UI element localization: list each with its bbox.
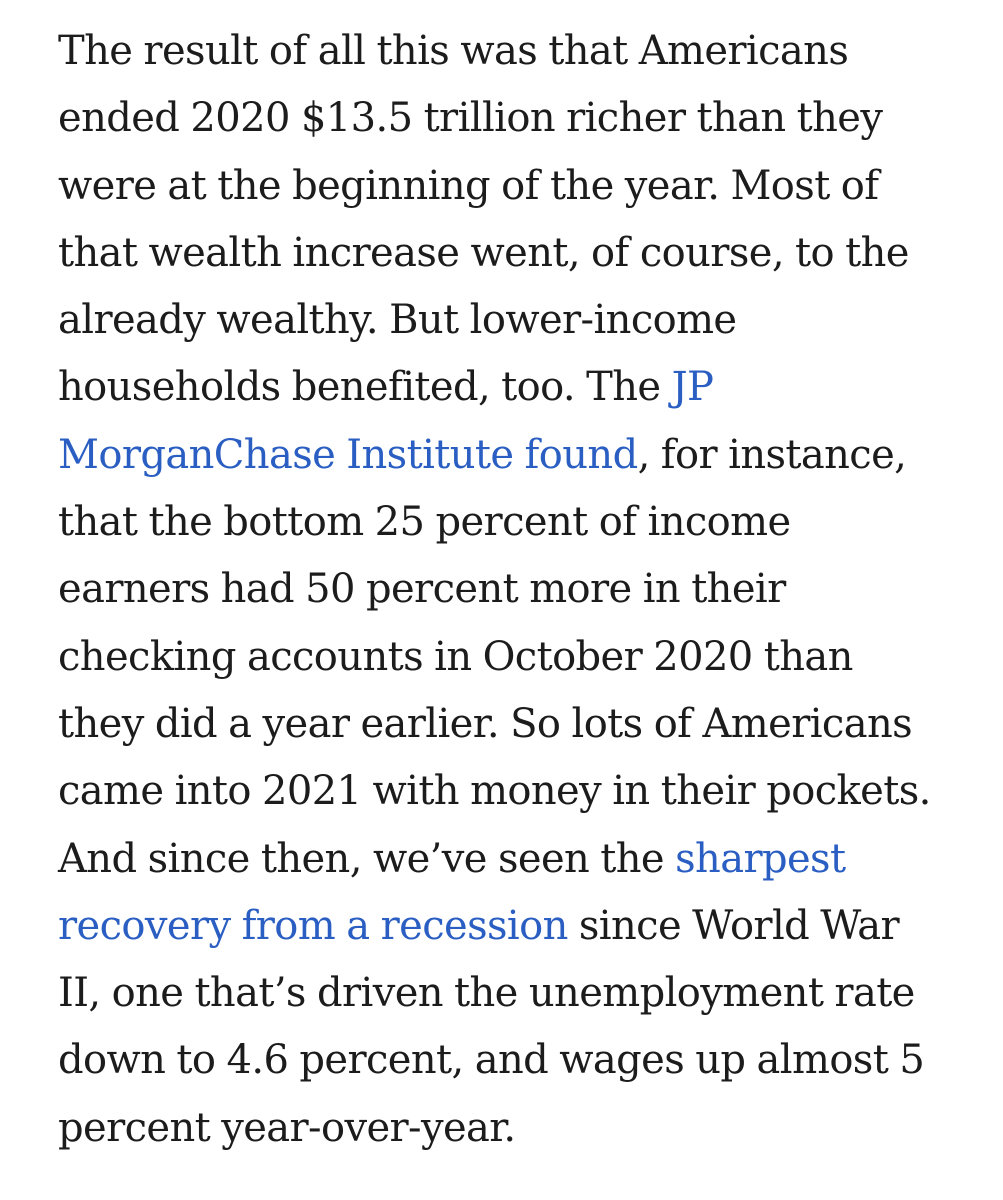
text-line — [58, 18, 998, 85]
text-line — [58, 287, 998, 354]
text-segment: checking accounts in October 2020 than — [58, 633, 853, 680]
text-line — [58, 1027, 998, 1094]
text-line — [58, 893, 998, 960]
text-segment: that wealth increase went, of course, to the — [58, 229, 909, 276]
text-line — [58, 85, 998, 152]
inline-link[interactable]: sharpest — [675, 835, 846, 882]
text-line — [58, 556, 998, 623]
text-line — [58, 758, 998, 825]
text-segment: that the bottom 25 percent of income — [58, 499, 791, 546]
inline-link[interactable]: MorganChase Institute found — [58, 431, 638, 478]
article-paragraph — [58, 18, 998, 1162]
text-segment: And since then, we’ve seen the — [58, 835, 676, 882]
text-segment: they did a year earlier. So lots of Americans — [58, 700, 913, 747]
text-line — [58, 1095, 998, 1162]
text-segment: ended 2020 $13.5 trillion richer than they — [58, 95, 883, 142]
text-segment: percent year-over-year. — [58, 1104, 516, 1151]
text-line — [58, 960, 998, 1027]
text-line — [58, 422, 998, 489]
text-segment: households benefited, too. The — [58, 364, 672, 411]
text-segment: since World War — [567, 902, 900, 949]
text-segment: , for instance, — [637, 431, 907, 478]
text-line — [58, 826, 998, 893]
text-segment: came into 2021 with money in their pockets. — [58, 768, 931, 815]
text-segment: II, one that’s driven the unemployment rate — [58, 970, 915, 1017]
text-segment: down to 4.6 percent, and wages up almost 5 — [58, 1037, 925, 1084]
text-line — [58, 354, 998, 421]
inline-link[interactable]: recovery from a recession — [58, 902, 568, 949]
inline-link[interactable]: JP — [671, 364, 714, 411]
text-line — [58, 691, 998, 758]
text-line — [58, 489, 998, 556]
text-line — [58, 153, 998, 220]
text-segment: were at the beginning of the year. Most of — [58, 162, 879, 209]
text-segment: earners had 50 percent more in their — [58, 566, 786, 613]
text-line — [58, 624, 998, 691]
text-line — [58, 220, 998, 287]
text-segment: The result of all this was that Americans — [58, 28, 849, 74]
text-segment: already wealthy. But lower-income — [58, 297, 737, 344]
